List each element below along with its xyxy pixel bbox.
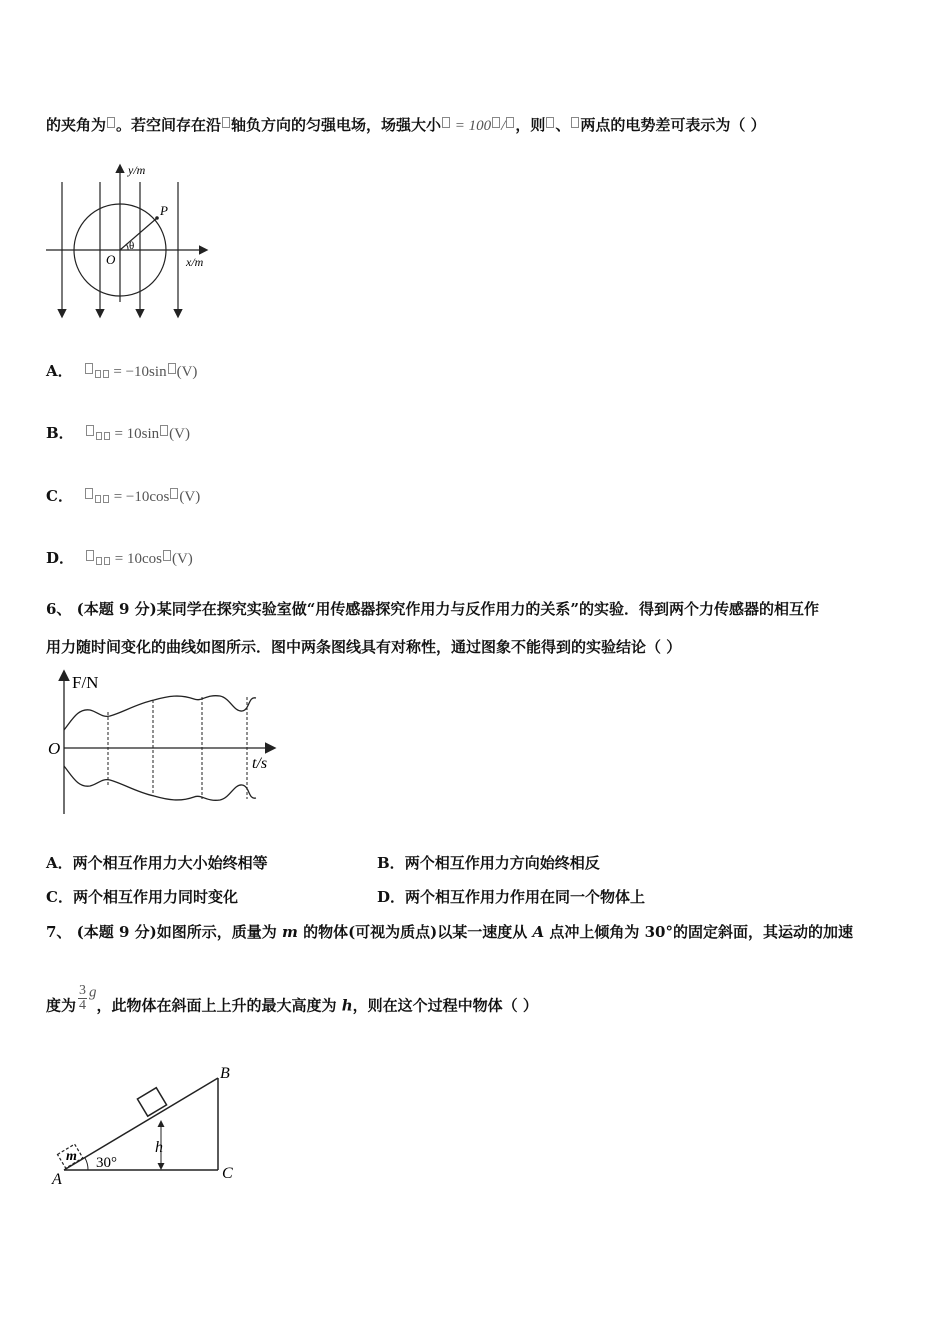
q6-option-b[interactable]: B．两个相互作用力方向始终相反	[377, 854, 600, 872]
x-axis-label: x/m	[186, 255, 204, 269]
q6-stem-line1: 6、 (本题 9 分)某同学在探究实验室做“用传感器探究作用力与反作用力的关系”的实验．得到两个力传感器的相互作	[46, 600, 819, 618]
placeholder-glyph	[103, 495, 109, 503]
placeholder-glyph	[160, 425, 168, 436]
incline-slope	[64, 1078, 218, 1170]
placeholder-glyph	[546, 117, 554, 128]
q7-stem-line1: 7、 (本题 9 分)如图所示，质量为 m 的物体(可视为质点)以某一速度从 A 点冲上倾角为 30°的固定斜面，其运动的加速	[46, 923, 853, 941]
placeholder-glyph	[85, 488, 93, 499]
label-a: A	[52, 1171, 62, 1188]
placeholder-glyph	[506, 117, 514, 128]
placeholder-glyph	[107, 117, 115, 128]
placeholder-glyph	[571, 117, 579, 128]
placeholder-glyph	[170, 488, 178, 499]
y-axis-label: y/m	[128, 163, 146, 177]
origin-label: O	[106, 252, 116, 267]
placeholder-glyph	[96, 557, 102, 565]
force-time-graph	[44, 668, 280, 818]
q6-stem-line2: 用力随时间变化的曲线如图所示．图中两条图线具有对称性，通过图象不能得到的实验结论（ ）	[46, 638, 682, 656]
field-circle-figure	[40, 160, 220, 322]
placeholder-glyph	[104, 557, 110, 565]
angle-arc	[126, 244, 128, 250]
point-p-label: P	[160, 203, 168, 218]
placeholder-glyph	[492, 117, 500, 128]
time-axis-label: t/s	[252, 755, 268, 772]
placeholder-glyph	[86, 425, 94, 436]
label-b: B	[220, 1066, 230, 1082]
placeholder-glyph	[163, 550, 171, 561]
q5-option-a[interactable]: A． = −10sin (V)	[46, 362, 198, 380]
theta-label: θ	[129, 240, 135, 252]
q5-intro-line: 的夹角为 。若空间存在沿 轴负方向的匀强电场，场强大小 = 100 / ，则 、 两点的电势差可表示为（ ）	[46, 116, 766, 134]
graph-origin-label: O	[48, 739, 61, 758]
placeholder-glyph	[95, 370, 101, 378]
point-p-dot	[155, 216, 159, 220]
placeholder-glyph	[103, 370, 109, 378]
placeholder-glyph	[86, 550, 94, 561]
placeholder-glyph	[85, 363, 93, 374]
fraction: $\frac{3}{4}$	[79, 983, 87, 1013]
angle-arc	[85, 1158, 88, 1170]
q5-option-c[interactable]: C． = −10cos (V)	[46, 487, 201, 505]
label-h: h	[155, 1139, 163, 1156]
q5-option-d[interactable]: D． = 10cos (V)	[46, 549, 193, 567]
incline-figure	[48, 1066, 248, 1190]
force-axis-label: F/N	[72, 673, 99, 692]
label-angle: 30°	[96, 1155, 117, 1171]
placeholder-glyph	[96, 432, 102, 440]
placeholder-glyph	[222, 117, 230, 128]
q7-stem-line2: 度为 $\frac{3}{4}$ g，此物体在斜面上上升的最大高度为 h，则在这个过程中物体（ ）	[46, 983, 538, 1015]
q6-option-c[interactable]: C．两个相互作用力同时变化	[46, 888, 238, 906]
radius-op	[120, 218, 157, 250]
placeholder-glyph	[168, 363, 176, 374]
q6-option-d[interactable]: D．两个相互作用力作用在同一个物体上	[377, 888, 646, 906]
placeholder-glyph	[442, 117, 450, 128]
placeholder-glyph	[95, 495, 101, 503]
label-m: m	[66, 1149, 77, 1164]
label-c: C	[222, 1165, 233, 1182]
placeholder-glyph	[104, 432, 110, 440]
q5-option-b[interactable]: B． = 10sin (V)	[46, 424, 190, 442]
lower-force-curve	[64, 766, 256, 800]
upper-force-curve	[64, 696, 256, 730]
q6-option-a[interactable]: A．两个相互作用力大小始终相等	[46, 854, 268, 872]
